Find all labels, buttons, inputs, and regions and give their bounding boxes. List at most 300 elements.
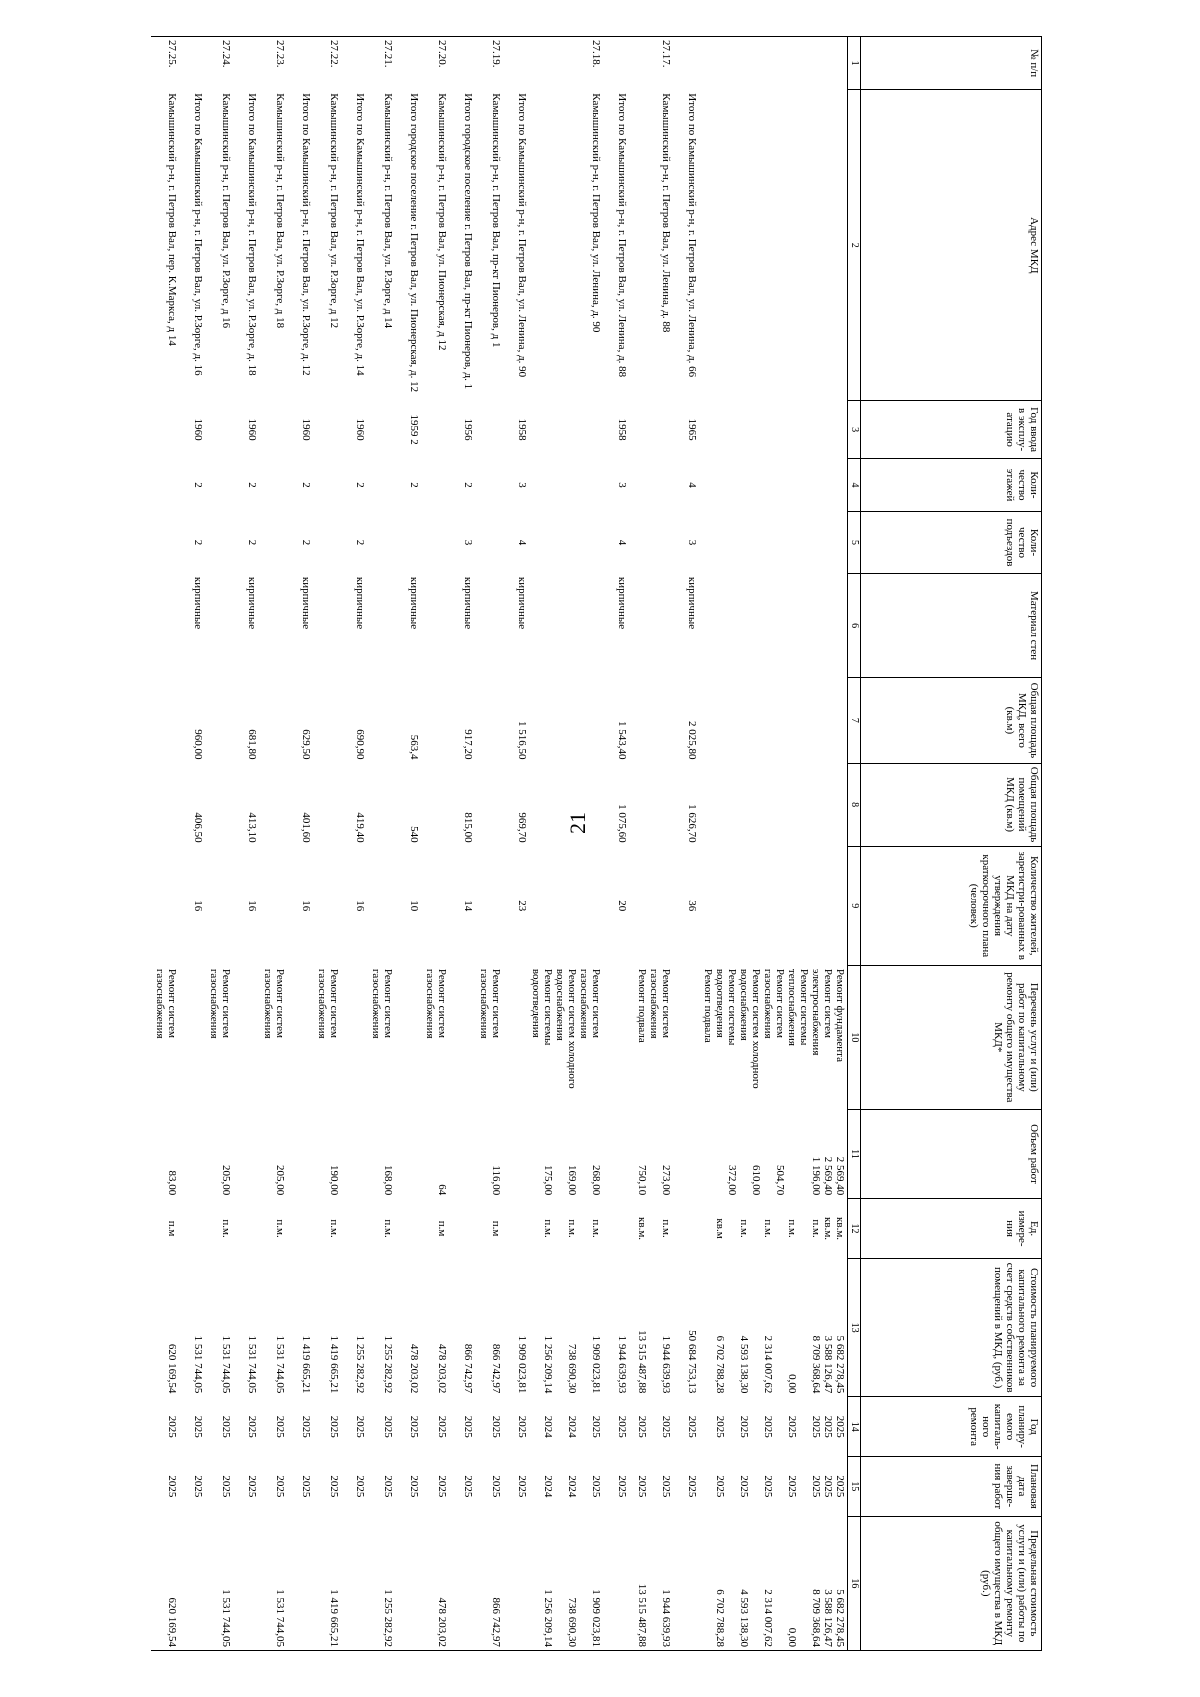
table-cell: 2025 <box>408 1415 421 1438</box>
table-cell: 2025 2025 2025 2025 2025 2025 2025 <box>714 1475 846 1498</box>
table-row <box>630 37 674 1651</box>
table-cell: 268,00 169,00 175,00 <box>542 1164 603 1196</box>
table-cell: Итого по Камышинский р-н, г. Петров Вал, ул. Р.Зорге, д. 16 <box>192 93 205 376</box>
table-cell: 2025 <box>300 1415 313 1438</box>
table-cell: 2025 <box>246 1475 259 1498</box>
table-cell <box>396 37 422 90</box>
table-cell <box>152 678 180 763</box>
table-cell: п.м. п.м. п.м. <box>542 1219 603 1238</box>
table-row <box>206 37 234 1651</box>
table-cell <box>342 1516 368 1650</box>
table-cell: кирпичные <box>300 576 313 630</box>
table-cell <box>152 401 180 459</box>
table-cell: 2 <box>300 539 313 546</box>
table-cell <box>396 1199 422 1259</box>
table-cell <box>206 512 234 574</box>
table-cell: Камышинский р-н, г. Петров Вал, ул. Р.Зорге, д 14 <box>382 93 395 329</box>
table-cell: 2025 2025 2025 2025 2025 2025 2025 <box>714 1415 846 1438</box>
table-body <box>152 37 848 1651</box>
column-number: 5 <box>848 512 861 574</box>
table-cell: п.м. <box>328 1219 341 1238</box>
table-cell: 917,20 <box>462 729 475 760</box>
column-number: 14 <box>848 1397 861 1457</box>
table-cell <box>288 1516 314 1650</box>
column-header: Материал стен <box>861 573 1042 677</box>
table-cell <box>476 401 504 459</box>
table-cell: кирпичные <box>408 576 421 630</box>
table-cell <box>260 846 288 965</box>
table-cell: п.м <box>436 1220 449 1237</box>
table-cell <box>368 573 396 677</box>
table-cell <box>700 846 848 965</box>
table-cell: 4 <box>686 482 699 488</box>
table-cell: Камышинский р-н, г. Петров Вал, ул. Ленина, д. 88 <box>660 93 673 333</box>
table-row <box>396 37 422 1651</box>
column-header: Предельная стоимость услуги и (или) работы по капитальному ремонту общего имущества в МКД (руб.) <box>861 1516 1042 1650</box>
table-cell <box>152 512 180 574</box>
table-cell <box>368 512 396 574</box>
table-cell: 2025 <box>408 1475 421 1498</box>
table-cell: п.м <box>166 1220 179 1237</box>
column-header: Количество жителей, зарегистри-рованных в МКД на дату утверждения краткосрочного плана (человек) <box>861 846 1042 965</box>
column-number: 1 <box>848 37 861 90</box>
table-cell: 2025 <box>436 1415 449 1438</box>
table-cell <box>152 763 180 846</box>
table-cell <box>674 965 700 1109</box>
table-cell <box>314 846 342 965</box>
table-cell: кирпичные <box>462 576 475 630</box>
column-header: Ед. измере-ния <box>861 1199 1042 1259</box>
table-cell: 406,50 <box>192 812 205 843</box>
table-cell: Ремонт систем газоснабжения <box>154 968 179 1039</box>
column-number: 6 <box>848 573 861 677</box>
table-cell <box>700 458 848 511</box>
table-cell: кв.м. кв.м. п.м. п.м. п.м. п.м. кв.м <box>714 1217 846 1241</box>
table-cell <box>530 763 604 846</box>
table-cell <box>260 401 288 459</box>
table-cell <box>476 678 504 763</box>
table-cell <box>396 512 422 574</box>
table-cell: 2025 <box>382 1475 395 1498</box>
table-cell: 3 <box>516 482 529 488</box>
table-cell: 478 203,02 <box>436 1343 449 1394</box>
table-cell: 401,60 <box>300 812 313 843</box>
table-row <box>342 37 368 1651</box>
table-row <box>314 37 342 1651</box>
column-header: Общая площадь помещений МКД (кв.м) <box>861 763 1042 846</box>
column-header: № п/п <box>861 37 1042 90</box>
table-cell: Итого по Камышинский р-н, г. Петров Вал, ул. Р.Зорге, д. 18 <box>246 93 259 376</box>
table-cell: 27.21. <box>368 37 396 90</box>
table-cell: 2 <box>462 482 475 488</box>
table-cell: п.м. кв.м. <box>636 1217 673 1241</box>
rotated-table-sheet <box>82 36 1042 1651</box>
table-cell: Камышинский р-н, г. Петров Вал, ул. Р.Зорге, д 16 <box>220 93 233 329</box>
table-cell: 478 203,02 <box>408 1343 421 1394</box>
table-cell <box>422 846 450 965</box>
column-header: Адрес МКД <box>861 90 1042 401</box>
table-cell <box>504 965 530 1109</box>
table-cell: 1 531 744,05 <box>260 1516 288 1650</box>
table-cell <box>234 1199 260 1259</box>
table-row <box>288 37 314 1651</box>
table-cell <box>180 1199 206 1259</box>
table-cell: 1 944 639,93 13 515 487,88 <box>636 1330 673 1394</box>
table-cell: 1 419 665,21 <box>314 1516 342 1650</box>
column-header: Год ввода в эксплу-атацию <box>861 401 1042 459</box>
table-cell: 2 <box>354 539 367 546</box>
column-number: 9 <box>848 846 861 965</box>
table-cell <box>260 763 288 846</box>
table-cell <box>422 573 450 677</box>
table-cell: 116,00 <box>490 1165 503 1196</box>
table-cell: 969,70 <box>516 812 529 843</box>
table-cell: 50 684 753,13 <box>686 1330 699 1394</box>
table-cell: 1 626,70 <box>686 804 699 843</box>
table-cell <box>422 401 450 459</box>
table-cell: 2 <box>192 539 205 546</box>
table-cell <box>630 512 674 574</box>
table-cell: Камышинский р-н, г. Петров Вал, пр-кт Пионеров, д 1 <box>490 93 503 348</box>
table-cell: 866 742,97 <box>462 1343 475 1394</box>
table-cell <box>476 573 504 677</box>
table-cell <box>530 678 604 763</box>
table-cell: 27.18. <box>530 37 604 90</box>
table-cell <box>530 846 604 965</box>
table-cell <box>180 965 206 1109</box>
table-cell: 2025 <box>274 1415 287 1438</box>
table-cell: 2025 2024 2024 <box>542 1475 603 1498</box>
table-cell <box>342 965 368 1109</box>
column-header: Плановая дата заверше-ния работ <box>861 1457 1042 1517</box>
table-cell <box>530 401 604 459</box>
table-cell <box>368 846 396 965</box>
table-cell: 5 682 278,45 3 588 126,47 8 709 368,64 0,00 2 314 007,62 4 593 138,30 6 702 788,28 <box>714 1335 846 1394</box>
table-cell <box>206 401 234 459</box>
column-number-row <box>848 37 861 1651</box>
table-cell: кирпичные <box>516 576 529 630</box>
table-cell: 2025 <box>192 1475 205 1498</box>
table-cell: Итого по Камышинский р-н, г. Петров Вал, ул. Ленина, д. 90 <box>516 93 529 378</box>
table-row <box>152 37 180 1651</box>
table-cell <box>450 1516 476 1650</box>
table-cell: 1960 <box>300 418 313 441</box>
table-cell <box>504 1516 530 1650</box>
table-cell: 2025 2024 2024 <box>542 1415 603 1438</box>
column-number: 2 <box>848 90 861 401</box>
table-cell <box>152 458 180 511</box>
table-cell <box>342 37 368 90</box>
table-cell: 2025 <box>328 1415 341 1438</box>
table-cell: 1 944 639,93 13 515 487,88 <box>630 1516 674 1650</box>
table-cell <box>422 678 450 763</box>
table-cell: 4 <box>616 539 629 546</box>
table-cell <box>180 1109 206 1198</box>
table-cell <box>422 763 450 846</box>
table-cell: 1959 2 <box>408 414 421 445</box>
table-cell <box>530 458 604 511</box>
table-cell: 27.25. <box>152 37 180 90</box>
table-cell <box>422 512 450 574</box>
table-cell: 2 <box>354 482 367 488</box>
table-cell <box>288 965 314 1109</box>
table-cell: кирпичные <box>192 576 205 630</box>
column-number: 7 <box>848 678 861 763</box>
table-cell: 815,00 <box>462 812 475 843</box>
table-cell: 866 742,97 <box>476 1516 504 1650</box>
table-cell: Ремонт систем газоснабжения Ремонт систем холодного водоснабжения Ремонт системы водоотведения <box>530 968 603 1089</box>
table-cell: 2025 <box>220 1415 233 1438</box>
table-cell <box>504 1199 530 1259</box>
table-row <box>180 37 206 1651</box>
table-cell <box>342 1199 368 1259</box>
table-cell <box>260 512 288 574</box>
table-cell <box>476 763 504 846</box>
table-row <box>260 37 288 1651</box>
table-cell <box>206 678 234 763</box>
table-cell: 2025 <box>220 1475 233 1498</box>
table-cell: Камышинский р-н, г. Петров Вал, пер. К.Маркса, д 14 <box>166 93 179 346</box>
table-cell: 3 <box>686 539 699 546</box>
table-cell: 1 419 665,21 <box>328 1335 341 1394</box>
column-number: 10 <box>848 965 861 1109</box>
table-cell: 2025 <box>274 1475 287 1498</box>
table-cell <box>396 965 422 1109</box>
table-cell <box>260 678 288 763</box>
table-cell: 10 <box>408 900 421 912</box>
table-cell <box>674 1199 700 1259</box>
table-cell: 2025 <box>516 1475 529 1498</box>
column-header: Перечень услуг и (или) работ по капитальному ремонту общего имущества МКД* <box>861 965 1042 1109</box>
table-cell: 620 169,54 <box>152 1516 180 1650</box>
table-cell: 2025 <box>328 1475 341 1498</box>
table-cell: Камышинский р-н, г. Петров Вал, ул. Ленина, д. 90 <box>590 93 603 333</box>
table-cell <box>260 573 288 677</box>
table-cell <box>630 458 674 511</box>
table-cell: кирпичные <box>686 576 699 630</box>
table-cell: 478 203,02 <box>422 1516 450 1650</box>
table-cell <box>152 573 180 677</box>
table-cell: 1956 <box>462 418 475 441</box>
table-cell <box>342 1109 368 1198</box>
column-header: Стоимость планируемого капитального ремонта за счет средств собственников помещений в МКД, (руб.) <box>861 1258 1042 1396</box>
column-header: Коли-чество подъездов <box>861 512 1042 574</box>
table-cell: 960,00 <box>192 729 205 760</box>
table-cell: 620 169,54 <box>166 1343 179 1394</box>
table-row <box>476 37 504 1651</box>
table-cell <box>396 1109 422 1198</box>
table-cell <box>180 1516 206 1650</box>
table-cell <box>314 458 342 511</box>
table-cell <box>368 763 396 846</box>
table-cell: 1 531 744,05 <box>220 1335 233 1394</box>
table-cell: 190,00 <box>328 1164 341 1196</box>
table-cell <box>288 37 314 90</box>
table-cell <box>234 965 260 1109</box>
table-cell <box>530 573 604 677</box>
table-cell <box>700 512 848 574</box>
table-cell <box>630 763 674 846</box>
table-cell: 16 <box>192 900 205 912</box>
table-cell: Итого по Камышинский р-н, г. Петров Вал, ул. Р.Зорге, д. 14 <box>354 93 367 376</box>
table-cell: 2025 2025 <box>636 1475 673 1498</box>
table-cell: 629,50 <box>300 729 313 760</box>
table-cell <box>700 763 848 846</box>
column-number: 3 <box>848 401 861 459</box>
table-cell <box>604 1109 630 1198</box>
table-cell: 1 531 744,05 <box>192 1335 205 1394</box>
table-cell <box>530 512 604 574</box>
column-number: 4 <box>848 458 861 511</box>
table-cell: п.м. <box>220 1219 233 1238</box>
table-cell: 27.23. <box>260 37 288 90</box>
table-cell: 3 <box>616 482 629 488</box>
table-cell: Камышинский р-н, г. Петров Вал, ул. Пионерская, д 12 <box>436 93 449 351</box>
table-cell: 2025 <box>616 1475 629 1498</box>
table-cell <box>504 1109 530 1198</box>
table-cell: 1 419 665,21 <box>300 1335 313 1394</box>
table-cell: Итого по Камышинский р-н, г. Петров Вал, ул. Ленина, д. 88 <box>616 93 629 378</box>
table-cell: 16 <box>300 900 313 912</box>
table-cell: Итого городское поселение г. Петров Вал, ул. Пионерская, д. 12 <box>408 93 421 393</box>
table-cell: 2 <box>300 482 313 488</box>
table-cell <box>700 401 848 459</box>
table-cell <box>234 1109 260 1198</box>
table-cell: 2025 <box>192 1415 205 1438</box>
table-cell <box>450 1199 476 1259</box>
table-cell: 16 <box>354 900 367 912</box>
table-cell: 2025 <box>490 1415 503 1438</box>
table-cell: Ремонт систем газоснабжения <box>316 968 341 1039</box>
table-cell <box>180 37 206 90</box>
table-cell: Ремонт систем газоснабжения <box>262 968 287 1039</box>
column-number: 16 <box>848 1516 861 1650</box>
table-cell <box>674 1516 700 1650</box>
table-cell: 1 531 744,05 <box>274 1335 287 1394</box>
table-cell: 540 <box>408 826 421 843</box>
table-row <box>700 37 848 1651</box>
table-cell: 23 <box>516 900 529 912</box>
table-cell <box>674 37 700 90</box>
table-cell: кирпичные <box>246 576 259 630</box>
table-cell <box>206 763 234 846</box>
table-cell: 1 543,40 <box>616 721 629 760</box>
table-cell: 2025 <box>516 1415 529 1438</box>
table-cell: 1958 <box>616 418 629 441</box>
table-cell: Ремонт систем газоснабжения <box>370 968 395 1039</box>
table-row <box>450 37 476 1651</box>
table-cell <box>630 678 674 763</box>
table-cell <box>396 1516 422 1650</box>
table-cell <box>152 846 180 965</box>
table-cell: 2025 <box>354 1415 367 1438</box>
table-cell: 2025 <box>686 1475 699 1498</box>
table-cell: 1 255 282,92 <box>368 1516 396 1650</box>
table-cell <box>604 1199 630 1259</box>
table-cell: 2025 <box>300 1475 313 1498</box>
table-cell: 1 909 023,81 738 690,30 1 256 209,14 <box>530 1516 604 1650</box>
table-cell: 1958 <box>516 418 529 441</box>
table-row <box>530 37 604 1651</box>
table-cell: Камышинский р-н, г. Петров Вал, ул. Р.Зорге, д 12 <box>328 93 341 329</box>
table-cell: 1 255 282,92 <box>354 1335 367 1394</box>
table-cell: 2025 <box>166 1415 179 1438</box>
table-cell: 2 <box>408 482 421 488</box>
table-cell: 27.24. <box>206 37 234 90</box>
table-cell: кирпичные <box>616 576 629 630</box>
table-cell: 563,4 <box>408 734 421 760</box>
table-cell <box>314 512 342 574</box>
table-row <box>422 37 450 1651</box>
table-cell: 27.20. <box>422 37 450 90</box>
table-cell: п.м. <box>274 1219 287 1238</box>
table-cell: 1960 <box>192 418 205 441</box>
capital-repair-table <box>152 36 1043 1651</box>
column-number: 13 <box>848 1258 861 1396</box>
table-cell <box>604 37 630 90</box>
table-cell: Итого по Камышинский р-н, г. Петров Вал, ул. Ленина, д. 66 <box>686 93 699 378</box>
column-number: 8 <box>848 763 861 846</box>
table-cell <box>314 401 342 459</box>
table-cell: Ремонт систем газоснабжения <box>478 968 503 1039</box>
table-cell: 3 <box>462 539 475 546</box>
table-cell <box>206 458 234 511</box>
table-cell: Ремонт систем газоснабжения Ремонт подвала <box>636 968 673 1043</box>
table-cell: 27.22. <box>314 37 342 90</box>
table-cell: 2025 <box>686 1415 699 1438</box>
table-cell: 2025 <box>246 1415 259 1438</box>
table-cell <box>604 965 630 1109</box>
table-cell: 1965 <box>686 418 699 441</box>
table-cell: 2 569,40 2 569,40 1 196,00 504,70 610,00 372,00 <box>726 1156 846 1196</box>
table-cell: 83,00 <box>166 1170 179 1196</box>
table-header-row <box>861 37 1042 1651</box>
table-cell: 2 <box>246 482 259 488</box>
table-cell: 27.17. <box>630 37 674 90</box>
table-cell: п.м. <box>382 1219 395 1238</box>
table-cell <box>314 573 342 677</box>
table-cell: 4 <box>516 539 529 546</box>
table-cell <box>368 401 396 459</box>
table-cell: Ремонт фундамента Ремонт систем электроснабжения Ремонт системы теплоснабжения Ремонт систем газоснабжения Ремонт систем холодного водоснабжения Ремонт системы водоотведения Ремонт подвала <box>702 968 846 1089</box>
table-cell: Итого городское поселение г. Петров Вал, пр-кт Пионеров, д. 1 <box>462 93 475 390</box>
table-cell: 2 <box>246 539 259 546</box>
table-cell <box>504 37 530 90</box>
table-cell: 2 025,80 <box>686 721 699 760</box>
table-cell: 273,00 750,10 <box>636 1164 673 1196</box>
table-cell: п.м <box>490 1220 503 1237</box>
table-cell: 2025 <box>166 1475 179 1498</box>
table-cell: 1 531 744,05 <box>206 1516 234 1650</box>
table-cell <box>288 1199 314 1259</box>
table-cell: 1 255 282,92 <box>382 1335 395 1394</box>
table-cell: 36 <box>686 900 699 912</box>
table-cell: 2025 <box>462 1475 475 1498</box>
table-cell <box>674 1109 700 1198</box>
column-number: 15 <box>848 1457 861 1517</box>
column-header: Коли-чество этажей <box>861 458 1042 511</box>
table-cell: 16 <box>246 900 259 912</box>
table-cell: 2025 <box>490 1475 503 1498</box>
table-cell <box>700 37 848 90</box>
table-cell: 205,00 <box>220 1164 233 1196</box>
table-cell <box>476 512 504 574</box>
table-cell <box>206 846 234 965</box>
column-number: 12 <box>848 1199 861 1259</box>
table-cell <box>260 458 288 511</box>
table-cell <box>700 90 848 401</box>
table-row <box>674 37 700 1651</box>
